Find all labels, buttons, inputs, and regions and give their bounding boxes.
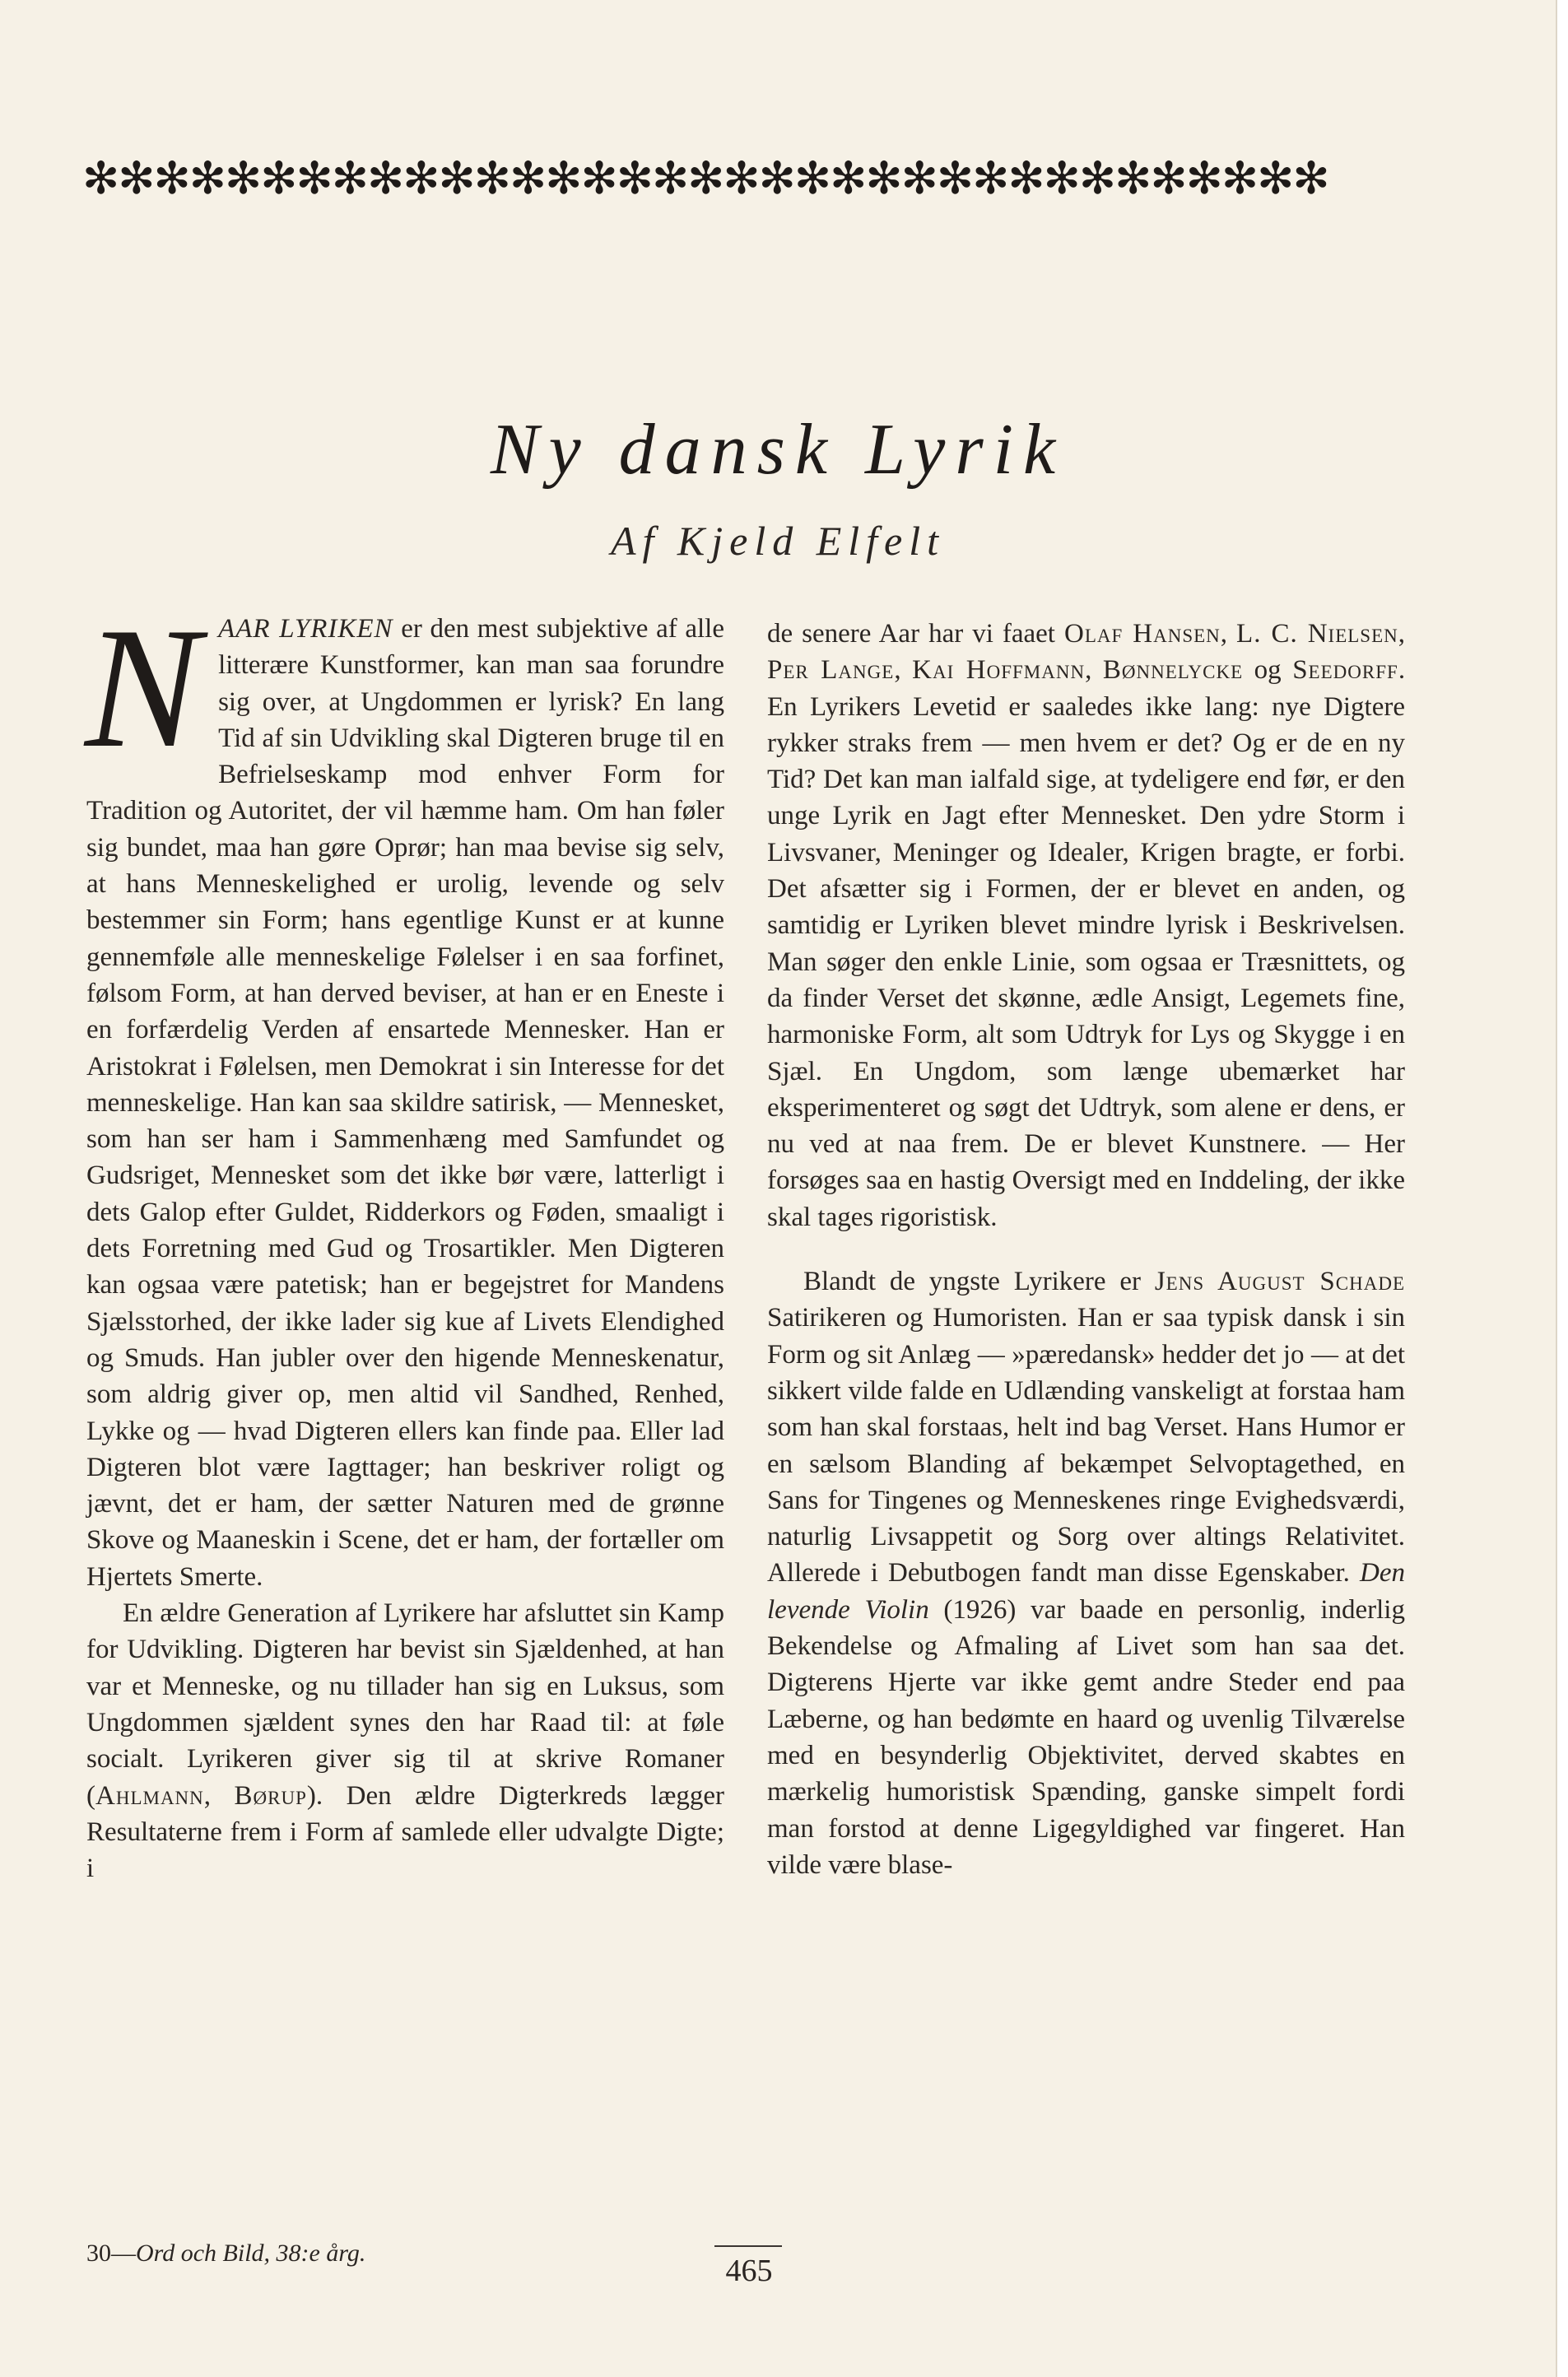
drop-cap: N: [85, 593, 201, 784]
author-name: L. C. Nielsen: [1236, 619, 1398, 649]
paragraph: Blandt de yngste Lyrikere er Jens August Schade Satirikeren og Humoristen. Han er saa typisk dansk i sin Form og sit Anlæg — »pæredansk» hedder det jo — at det sikkert vilde falde en Udlænding vanskeligt at forstaa ham som han skal forstaas, helt ind bag Verset. Hans Humor er en sælsom Blanding af bekæmpet Selvoptagethed, en Sans for Tingenes og Menneskenes ringe Evighedsværdi, naturlig Livsappetit og Sorg over altings Relativitet. Allerede i Debutbogen fandt man disse Egenskaber. Den levende Violin (1926) var baade en personlig, inderlig Bekendelse og Afmaling af Livet som han saa det. Digterens Hjerte var ikke gemt andre Steder end paa Læberne, og han bedømte en haard og uvenlig Tilværelse med en besynderlig Objektivitet, derved skabtes en mærkelig humoristisk Spænding, ganske simpelt fordi man forstod at denne Ligegyldighed var fingeret. Han vilde være blase-: [767, 1267, 1405, 1880]
paragraph: de senere Aar har vi faaet Olaf Hansen, L. C. Nielsen, Per Lange, Kai Hoffmann, Bønnelycke og Seedorff. En Lyrikers Levetid er saaledes ikke lang: nye Digtere rykker straks frem — men hvem er det? Og er de en ny Tid? Det kan man ialfald sige, at tydeligere end før, er den unge Lyrik en Jagt efter Mennesket. Den ydre Storm i Livsvaner, Meninger og Idealer, Krigen bragte, er forbi. Det afsætter sig i Formen, der er blevet en anden, og samtidig er Lyriken blevet mindre lyrisk i Beskrivelsen. Man søger den enkle Linie, som ogsaa er Træsnittets, og da finder Verset det skønne, ædle Ansigt, Legemets fine, harmoniske Form, alt som Udtryk for Lys og Skygge i en Sjæl. En Ungdom, som længe ubemærket har eksperimenteret og søgt det Udtryk, som alene er dens, er nu ved at naa frem. De er blevet Kunstnere. — Her forsøges saa en hastig Oversigt med en Inddeling, der ikke skal tages rigoristisk.: [767, 619, 1406, 1232]
page-number: 465: [725, 2254, 773, 2288]
article-title: Ny dansk Lyrik: [490, 410, 1066, 490]
author-name: Bønnelycke: [1102, 655, 1244, 686]
author-name: Olaf Hansen: [1063, 619, 1221, 649]
left-column: [85, 593, 725, 1886]
paragraph: [85, 593, 724, 1595]
author-name: Seedorff: [1292, 655, 1398, 686]
page-edge: [1556, 0, 1568, 2377]
author-name: Jens August Schade: [1154, 1267, 1405, 1297]
paragraph-text: er den mest subjektive af alle litterære Kunstformer, kan man saa forundre sig over, at Ungdommen er lyrisk? En lang Tid af sin Udvikling skal Digteren bruge til en Befrielseskamp mod enhver Form for Tradition og Autoritet, der vil hæmme ham. Om han føler sig bundet, maa han gøre Oprør; han maa bevise sig selv, at hans Menneskelighed er urolig, levende og selv bestemmer sin Form; hans egentlige Kunst er at kunne gennemføle alle menneskelige Følelser i en saa forfinet, følsom Form, at han derved beviser, at han er en Eneste i en forfærdelig Verden af ensartede Mennesker. Han er Aristokrat i Følelsen, men Demokrat i sin Interesse for det menneskelige. Han kan saa skildre satirisk, — Mennesket, som han ser ham i Sammenhæng med Samfundet og Gudsriget, Mennesket som det ikke bør være, latterligt i dets Galop efter Guldet, Ridderkors og Føden, smaaligt i dets Forretning med Gud og Trosartikler. Men Digteren kan ogsaa være patetisk; han er begejstret for Mandens Sjælsstorhed, der ikke lader sig kue af Livets Elendighed og Smuds. Han jubler over den higende Menneskenatur, som aldrig giver op, men altid vil Sandhed, Renhed, Lykke og — hvad Digteren ellers kan finde paa. Eller lad Digteren blot være Iagttager; han beskriver roligt og jævnt, det er ham, der sætter Naturen med de grønne Skove og Maaneskin i Scene, det er ham, der fortæller om Hjertets Smerte.: [86, 614, 724, 1592]
ornamental-border: ✻✻✻✻✻✻✻✻✻✻✻✻✻✻✻✻✻✻✻✻✻✻✻✻✻✻✻✻✻✻✻✻✻✻✻: [82, 152, 1328, 204]
page-number-rule: [714, 2245, 782, 2247]
right-column: [767, 616, 1405, 1883]
publication-name: Ord och Bild, 38:e årg.: [136, 2240, 366, 2267]
book-title: Den levende Violin: [767, 1558, 1405, 1625]
author-name: Per Lange: [767, 655, 895, 686]
author-name: Kai Hoffmann: [912, 655, 1086, 686]
author-name: Børup: [234, 1780, 307, 1811]
lead-caps: AAR LYRIKEN: [218, 614, 393, 644]
paragraph: En ældre Generation af Lyrikere har afsluttet sin Kamp for Udvikling. Digteren har bevist sin Sjældenhed, at han var et Menneske, og nu tillader han sig en Luksus, som Ungdommen sjældent synes den har Raad til: at føle socialt. Lyrikeren giver sig til at skrive Romaner (Ahlmann, Børup). Den ældre Digterkreds lægger Resultaterne frem i Form af samlede eller udvalgte Digte; i: [86, 1598, 725, 1884]
author-name: Ahlmann: [95, 1780, 204, 1811]
signature-number: 30—: [86, 2240, 136, 2267]
footer-signature: [86, 2237, 365, 2270]
paragraph-gap: [767, 1235, 1405, 1263]
article-byline: Af Kjeld Elfelt: [610, 518, 946, 564]
